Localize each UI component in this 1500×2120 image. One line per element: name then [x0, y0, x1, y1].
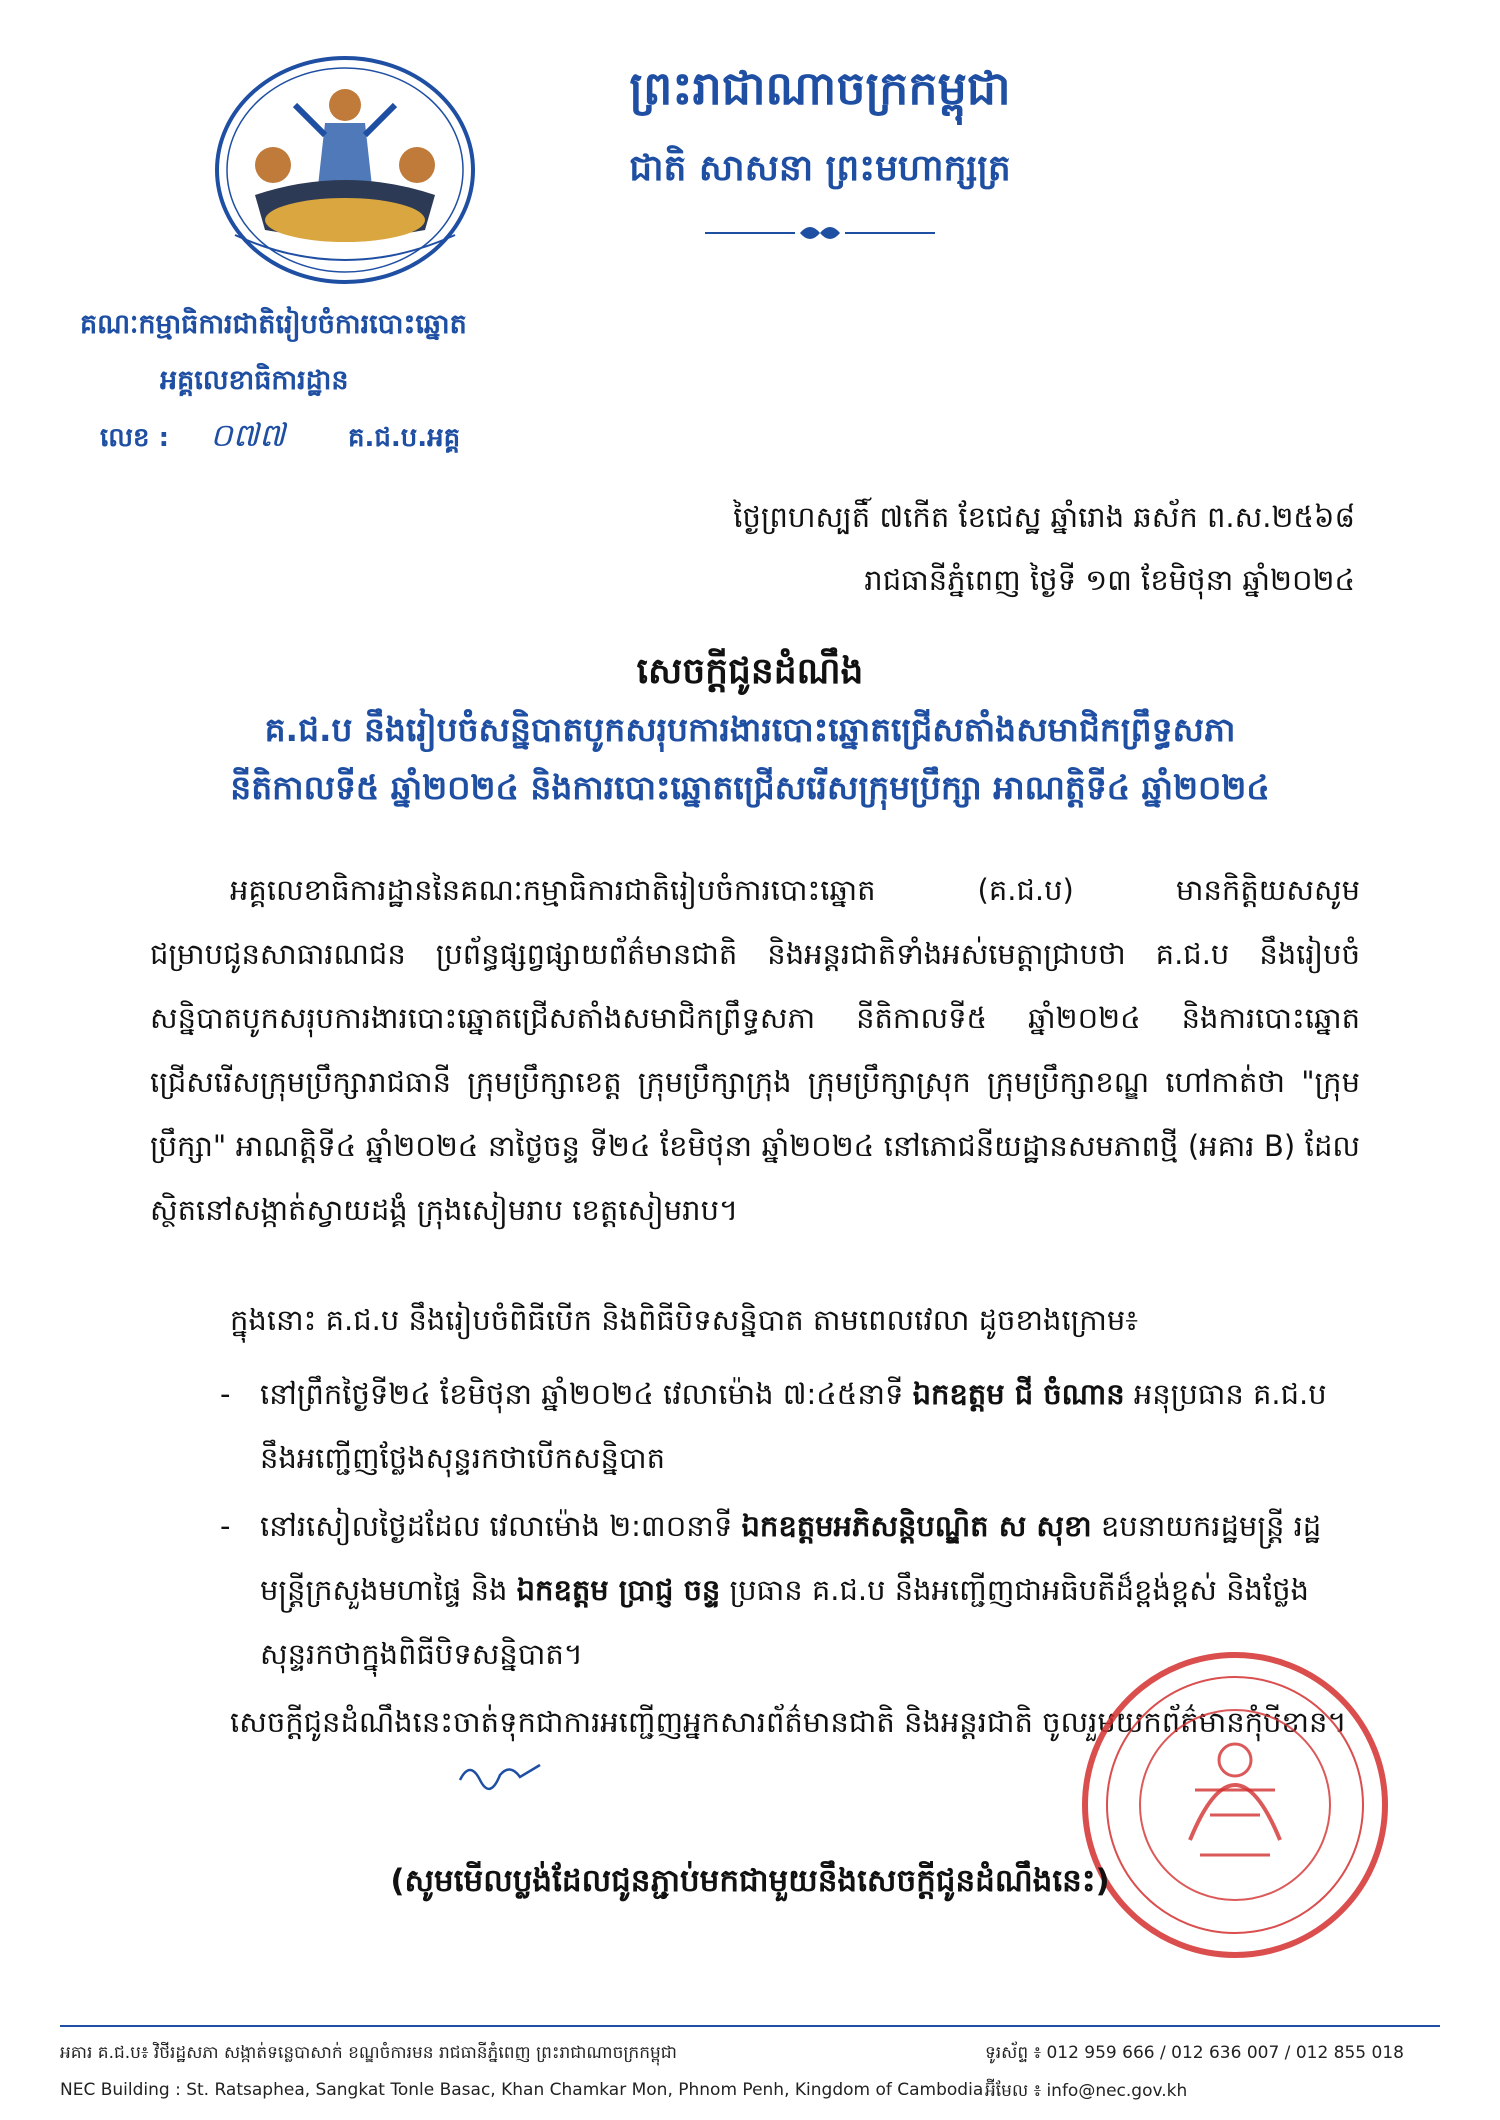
bullet-dash: -	[220, 1509, 231, 1543]
closing-time-text: នៅរសៀលថ្ងៃដដែល វេលាម៉ោង ២:៣០នាទី	[260, 1509, 742, 1543]
solar-date: រាជធានីភ្នំពេញ ថ្ងៃទី ១៣ ខែមិថុនា ឆ្នាំ២០២៤	[864, 563, 1355, 597]
opening-speaker-name: ឯកឧត្តម ជី ចំណាន	[912, 1377, 1125, 1411]
reference-row	[100, 415, 520, 463]
body-paragraph-3: សេចក្តីជូនដំណឹងនេះចាត់ទុកជាការអញ្ជើញអ្នកសារព័ត៌មានជាតិ និងអន្តរជាតិ ចូលរួមយកព័ត៌មានកុំបីខាន។	[230, 1705, 1347, 1739]
footer-address-english: NEC Building : St. Ratsaphea, Sangkat Tonle Basac, Khan Chamkar Mon, Phnom Penh, Kingdom of Cambodia	[60, 2080, 984, 2100]
national-motto: ជាតិ សាសនា ព្រះមហាក្សត្រ	[629, 148, 1011, 189]
closing-president-name: ឯកឧត្តម ប្រាជ្ញ ចន្ទ	[516, 1573, 721, 1607]
body-paragraph-2: ក្នុងនោះ គ.ជ.ប នឹងរៀបចំពិធីបើក និងពិធីបិទសន្និបាត តាមពេលវេលា ដូចខាងក្រោម៖	[230, 1303, 1139, 1337]
closing-guest-role-text: ឧបនាយករដ្ឋមន្ត្រី រដ្ឋមន្ត្រីក្រសួងមហាផ្ទៃ និង	[260, 1509, 1322, 1607]
bullet-dash: -	[220, 1377, 231, 1411]
schedule-item-opening	[220, 1362, 1365, 1490]
organization-department: អគ្គលេខាធិការដ្ឋាន	[160, 365, 349, 396]
footer-divider	[60, 2025, 1440, 2027]
closing-note: (សូមមើលប្លង់ដែលជូនភ្ជាប់មកជាមួយនឹងសេចក្តីជូនដំណឹងនេះ)	[390, 1863, 1110, 1899]
official-seal-icon	[1070, 1640, 1400, 1970]
body-paragraph-1: អគ្គលេខាធិការដ្ឋាននៃគណៈកម្មាធិការជាតិរៀបចំការបោះឆ្នោត (គ.ជ.ប) មានកិត្តិយសសូមជម្រាបជូនសាធារណជន ប្រព័ន្ធផ្សព្វផ្សាយព័ត៌មានជាតិ និងអន្តរជាតិទាំងអស់មេត្តាជ្រាបថា គ.ជ.ប នឹងរៀបចំសន្និបាតបូកសរុបការងារបោះឆ្នោតជ្រើសតាំងសមាជិកព្រឹទ្ធសភា នីតិកាលទី៥ ឆ្នាំ២០២៤ និងការបោះឆ្នោតជ្រើសរើសក្រុមប្រឹក្សារាជធានី ក្រុមប្រឹក្សាខេត្ត ក្រុមប្រឹក្សាក្រុង ក្រុមប្រឹក្សាស្រុក ក្រុមប្រឹក្សាខណ្ឌ ហៅកាត់ថា "ក្រុមប្រឹក្សា" អាណត្តិទី៤ ឆ្នាំ២០២៤ នាថ្ងៃចន្ទ ទី២៤ ខែមិថុនា ឆ្នាំ២០២៤ នៅភោជនីយដ្ឋានសមភាពថ្មី (អគារ B) ដែលស្ថិតនៅសង្កាត់ស្វាយដង្គំ ក្រុងសៀមរាប ខេត្តសៀមរាប។	[150, 873, 1360, 1227]
reference-label: លេខ :	[100, 423, 169, 453]
closing-chief-guest-name: ឯកឧត្តមអភិសន្តិបណ្ឌិត ស សុខា	[741, 1509, 1092, 1543]
footer-email[interactable]: អ៊ីមែល ៖ info@nec.gov.kh	[985, 2081, 1188, 2101]
nec-emblem-icon	[195, 45, 495, 295]
closing-role-text: ប្រធាន គ.ជ.ប នឹងអញ្ជើញជាអធិបតីដ៏ខ្ពង់ខ្ពស់ និងថ្លែងសុន្ទរកថាក្នុងពិធីបិទសន្និបាត។	[260, 1573, 1309, 1671]
opening-time-text: នៅព្រឹកថ្ងៃទី២៤ ខែមិថុនា ឆ្នាំ២០២៤ វេលាម៉ោង ៧:៤៥នាទី	[260, 1377, 913, 1411]
footer-phone: ទូរស័ព្ទ ៖ 012 959 666 / 012 636 007 / 012 855 018	[985, 2043, 1404, 2063]
opening-role-text: អនុប្រធាន គ.ជ.ប នឹងអញ្ជើញថ្លែងសុន្ទរកថាបើកសន្និបាត	[260, 1377, 1327, 1475]
ornament-divider-icon	[705, 218, 935, 248]
signature-mark-icon	[455, 1755, 545, 1795]
organization-name: គណៈកម្មាធិការជាតិរៀបចំការបោះឆ្នោត	[80, 309, 467, 340]
document-title: សេចក្តីជូនដំណឹង	[636, 651, 864, 692]
lunar-date: ថ្ងៃព្រហស្បតិ៍ ៧កើត ខែជេស្ឋ ឆ្នាំរោង ឆស័ក ព.ស.២៥៦៨	[733, 500, 1355, 534]
document-subtitle-line-2: នីតិកាលទី៥ ឆ្នាំ២០២៤ និងការបោះឆ្នោតជ្រើសរើសក្រុមប្រឹក្សា អាណត្តិទី៤ ឆ្នាំ២០២៤	[230, 768, 1270, 807]
kingdom-heading: ព្រះរាជាណាចក្រកម្ពុជា	[629, 61, 1011, 115]
document-subtitle-line-1: គ.ជ.ប នឹងរៀបចំសន្និបាតបូកសរុបការងារបោះឆ្នោតជ្រើសតាំងសមាជិកព្រឹទ្ធសភា	[264, 710, 1236, 749]
reference-code: គ.ជ.ប.អគ្គ	[348, 423, 461, 453]
reference-number: ០៧៧	[210, 416, 286, 454]
footer-address-khmer: អគារ គ.ជ.ប៖ វិថីរដ្ឋសភា សង្កាត់ទន្លេបាសាក់ ខណ្ឌចំការមន រាជធានីភ្នំពេញ ព្រះរាជាណាចក្រកម្ពុជា	[60, 2043, 677, 2063]
